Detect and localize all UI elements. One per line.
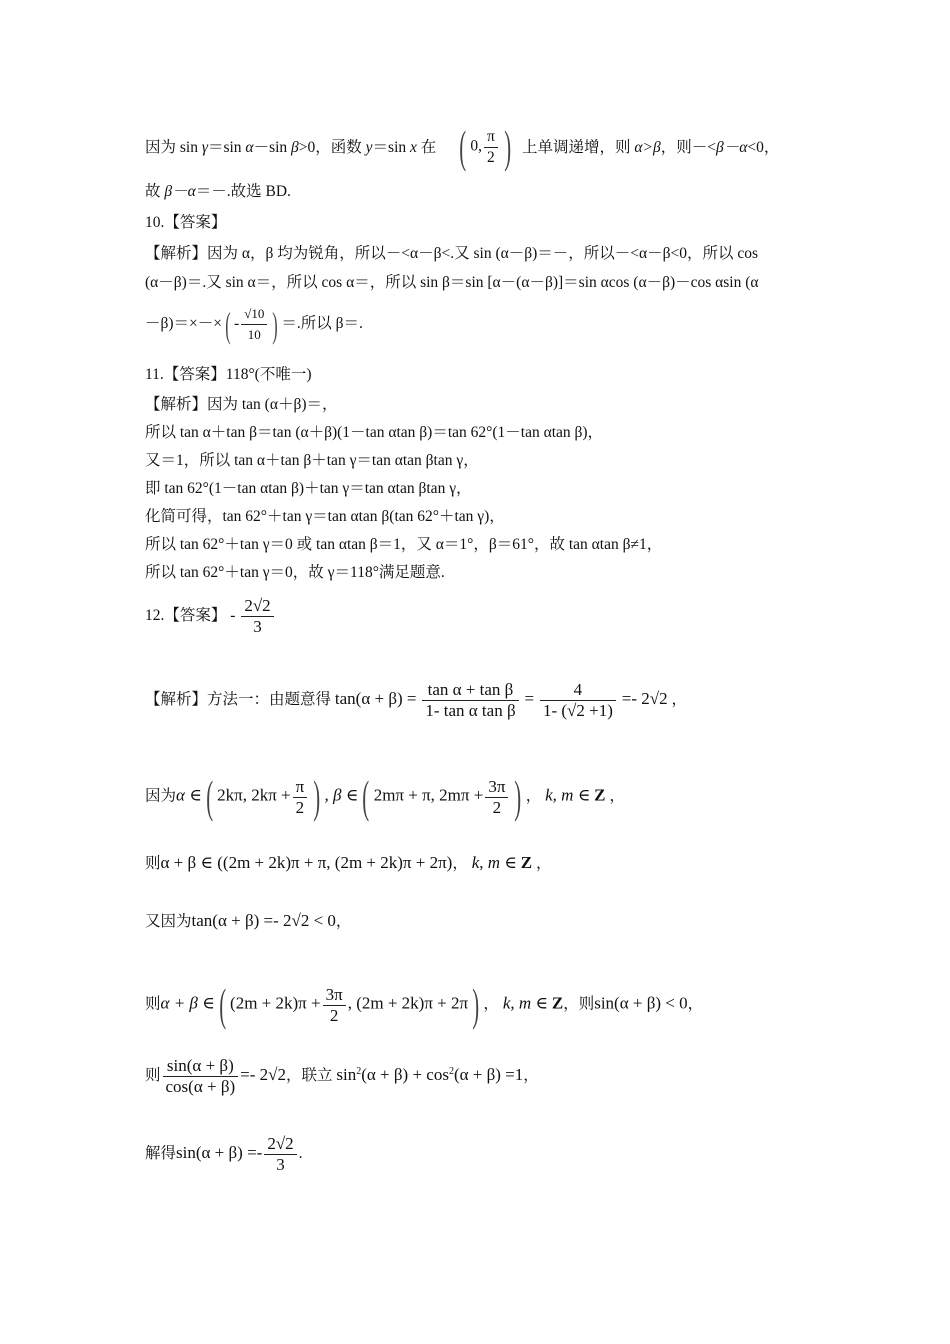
text: 因为 sin bbox=[145, 139, 202, 156]
num: π bbox=[484, 127, 498, 148]
text: －β)＝×－× bbox=[145, 315, 223, 333]
text: 【解析】方法一：由题意得 bbox=[145, 691, 332, 709]
p10-heading: 10.【答案】 bbox=[145, 214, 227, 231]
text: 因为 bbox=[145, 787, 177, 805]
den: 3 bbox=[276, 1155, 285, 1174]
den: 2 bbox=[492, 797, 502, 817]
p12-method-line-2 bbox=[145, 771, 625, 822]
text: ， bbox=[525, 787, 542, 805]
text: 故 bbox=[145, 183, 165, 200]
text: Z bbox=[594, 785, 606, 805]
text: 解得 bbox=[145, 1145, 177, 1163]
left-paren: ( bbox=[218, 979, 226, 1030]
text: ，联立 bbox=[286, 1067, 333, 1085]
num: 4 bbox=[540, 680, 616, 701]
den: 3 bbox=[253, 617, 262, 636]
num: √10 bbox=[241, 304, 267, 325]
p11-line-7: 所以 tan 62°＋tan γ＝0，故 γ＝118°满足题意. bbox=[145, 564, 445, 581]
fraction bbox=[422, 680, 518, 721]
num: π bbox=[293, 777, 308, 798]
text: ， bbox=[335, 913, 352, 930]
text: 2kπ, 2kπ + bbox=[217, 785, 291, 805]
text: β－α bbox=[164, 183, 196, 200]
text: k, m ∈ bbox=[545, 785, 591, 805]
num: 2√2 bbox=[241, 596, 273, 617]
text: 上单调递增，则 bbox=[522, 139, 635, 156]
p12-method-line-4 bbox=[145, 910, 351, 933]
den: 10 bbox=[247, 327, 261, 342]
text: ， bbox=[523, 1067, 539, 1085]
text: 又因为 bbox=[145, 913, 192, 930]
text: 则 bbox=[145, 1067, 161, 1085]
text: γ bbox=[201, 139, 208, 156]
text: <0， bbox=[747, 139, 780, 156]
text: >0，函数 bbox=[298, 139, 366, 156]
fraction bbox=[485, 777, 508, 818]
answer-fraction bbox=[241, 596, 273, 637]
den: 1- tan α tan β bbox=[425, 701, 516, 720]
text: . bbox=[298, 1145, 303, 1163]
text: Z bbox=[551, 993, 564, 1013]
text: k, m ∈ bbox=[471, 853, 517, 872]
p9-line-2 bbox=[145, 181, 291, 203]
text: ， bbox=[452, 855, 468, 872]
text: sin bbox=[336, 1065, 357, 1085]
text: 在 bbox=[416, 139, 437, 156]
text: ， bbox=[671, 691, 687, 709]
text: ＝.所以 β＝. bbox=[281, 315, 363, 333]
fraction bbox=[540, 680, 616, 721]
p12-method-line-3 bbox=[145, 852, 552, 875]
text: 0, bbox=[470, 137, 482, 155]
text: tan(α + β) = bbox=[334, 689, 417, 709]
p11-line-1: 【解析】因为 tan (α＋β)＝， bbox=[145, 396, 338, 413]
num: tan α + tan β bbox=[422, 680, 518, 701]
left-paren: ( bbox=[362, 771, 370, 822]
den: cos(α + β) bbox=[165, 1077, 236, 1096]
p10-line-3 bbox=[145, 304, 363, 345]
text: ， bbox=[535, 855, 552, 872]
text: sin(α + β) =- bbox=[176, 1143, 263, 1163]
text: －sin bbox=[253, 139, 292, 156]
text: α bbox=[245, 139, 254, 156]
text: - bbox=[230, 607, 236, 625]
text: 2mπ + π, 2mπ + bbox=[373, 785, 484, 805]
den: 1- (√2 +1) bbox=[542, 701, 613, 720]
num: sin(α + β) bbox=[163, 1056, 239, 1077]
p11-line-4: 即 tan 62°(1－tan αtan β)＋tan γ＝tan αtan βtan γ， bbox=[145, 480, 472, 497]
right-paren: ) bbox=[514, 771, 522, 822]
right-paren: ) bbox=[313, 771, 321, 822]
p12-method-line-1 bbox=[145, 680, 687, 721]
p10-line-1: 【解析】因为 α，β 均为锐角，所以－<α－β<.又 sin (α－β)＝－，所以－<α－β<0，所以 cos bbox=[145, 245, 759, 262]
text: =- 2√2 bbox=[240, 1065, 286, 1085]
p11-line-5: 化简可得，tan 62°＋tan γ＝tan αtan β(tan 62°＋tan γ)， bbox=[145, 508, 505, 525]
p9-interval bbox=[455, 121, 515, 172]
text: k, m ∈ bbox=[502, 993, 548, 1013]
text: α>β bbox=[634, 139, 661, 156]
text: 则 bbox=[145, 855, 161, 872]
text: y bbox=[365, 139, 373, 156]
text: 2 bbox=[448, 1065, 454, 1077]
num: 3π bbox=[485, 777, 508, 798]
p12-heading bbox=[145, 596, 276, 637]
text: (α + β) + cos bbox=[361, 1065, 449, 1085]
text: ＝sin bbox=[372, 139, 410, 156]
text: x bbox=[410, 139, 417, 156]
text: β－α bbox=[715, 139, 748, 156]
right-paren: ) bbox=[272, 304, 279, 345]
left-paren: ( bbox=[459, 121, 467, 172]
p12-method-line-6 bbox=[145, 1056, 539, 1097]
text: 12.【答案】 bbox=[145, 607, 227, 625]
fraction bbox=[293, 777, 308, 818]
right-paren: ) bbox=[472, 979, 480, 1030]
text: (α + β) =1 bbox=[453, 1065, 524, 1085]
den: 2 bbox=[295, 797, 305, 817]
fraction bbox=[264, 1134, 296, 1175]
text: tan(α + β) =- 2√2 < 0 bbox=[191, 911, 336, 930]
text: ＝sin bbox=[207, 139, 246, 156]
num: 3π bbox=[323, 985, 346, 1006]
p10-line-2: (α－β)＝.又 sin α＝，所以 cos α＝，所以 sin β＝sin [α－(α－β)]＝sin αcos (α－β)－cos αsin (α bbox=[145, 274, 759, 291]
left-paren: ( bbox=[225, 304, 231, 345]
fraction bbox=[323, 985, 346, 1026]
text: ， bbox=[609, 787, 625, 805]
right-paren: ) bbox=[503, 121, 511, 172]
text: =- 2√2 bbox=[621, 689, 668, 709]
p11-line-6: 所以 tan 62°＋tan γ＝0 或 tan αtan β＝1，又 α＝1°，β＝61°，故 tan αtan β≠1， bbox=[145, 536, 663, 553]
fraction bbox=[484, 127, 498, 168]
text: = bbox=[524, 689, 535, 709]
text: α + β ∈ ((2m + 2k)π + π, (2m + 2k)π + 2π) bbox=[160, 853, 453, 872]
p11-line-3: 又＝1，所以 tan α＋tan β＋tan γ＝tan αtan βtan γ， bbox=[145, 452, 479, 469]
p9-line-1b bbox=[522, 137, 779, 159]
text: , β ∈ bbox=[324, 785, 359, 805]
text: , (2m + 2k)π + 2π bbox=[347, 993, 469, 1013]
text: α ∈ bbox=[176, 785, 202, 805]
fraction bbox=[163, 1056, 239, 1097]
text: 则 bbox=[145, 995, 161, 1013]
left-paren: ( bbox=[205, 771, 213, 822]
text: - bbox=[234, 315, 240, 333]
text: ，则－< bbox=[660, 139, 716, 156]
text: Z bbox=[520, 853, 533, 872]
text: β bbox=[291, 139, 299, 156]
p11-heading: 11.【答案】118°(不唯一) bbox=[145, 366, 312, 383]
p12-method-line-7 bbox=[145, 1134, 303, 1175]
text: ＝－.故选 BD. bbox=[195, 183, 291, 200]
text: ， bbox=[687, 995, 704, 1013]
p12-method-line-5 bbox=[145, 979, 704, 1030]
text: ， bbox=[483, 995, 499, 1013]
p11-line-2: 所以 tan α＋tan β＝tan (α＋β)(1－tan αtan β)＝tan 62°(1－tan αtan β)， bbox=[145, 424, 604, 441]
text: (2m + 2k)π + bbox=[230, 993, 321, 1013]
text: α + β ∈ bbox=[160, 993, 215, 1013]
text: ，则 bbox=[563, 995, 595, 1013]
fraction bbox=[241, 304, 267, 345]
p9-line-1 bbox=[145, 137, 436, 159]
text: 2 bbox=[356, 1065, 362, 1077]
num: 2√2 bbox=[264, 1134, 296, 1155]
den: 2 bbox=[486, 148, 495, 166]
text: sin(α + β) < 0 bbox=[594, 993, 688, 1013]
den: 2 bbox=[329, 1005, 339, 1025]
